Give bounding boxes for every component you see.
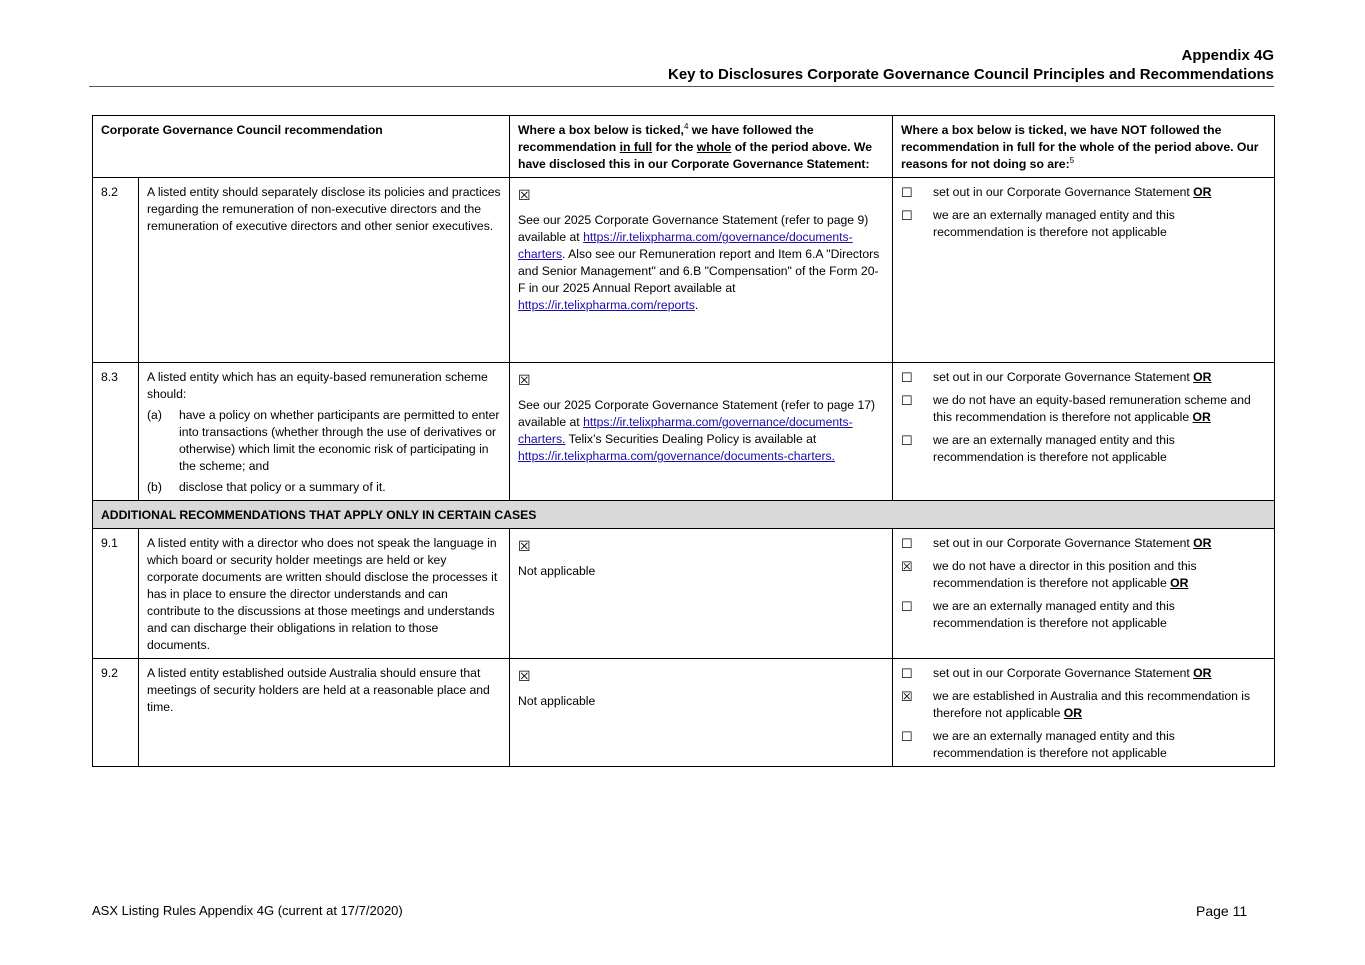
col-header-not-followed: Where a box below is ticked, we have NOT followed the recommendation in full for the whole of the period above. Our reasons for not doing so are:$^5$ bbox=[893, 116, 1275, 178]
section-title: ADDITIONAL RECOMMENDATIONS THAT APPLY ONLY IN CERTAIN CASES bbox=[93, 501, 1275, 529]
ticked-checkbox-icon[interactable]: ☒ bbox=[518, 668, 531, 685]
document-title: Key to Disclosures Corporate Governance Council Principles and Recommendations bbox=[668, 66, 1274, 83]
rec-number: 9.1 bbox=[93, 529, 139, 659]
ticked-checkbox-icon[interactable]: ☒ bbox=[518, 538, 531, 555]
followed-cell: ☒ Not applicable bbox=[510, 659, 893, 767]
option-item: ☐ set out in our Corporate Governance Statement OR bbox=[901, 536, 1212, 552]
checkbox-icon[interactable]: ☐ bbox=[901, 599, 913, 615]
checkbox-icon[interactable]: ☐ bbox=[901, 536, 913, 552]
checkbox-icon[interactable]: ☐ bbox=[901, 666, 913, 682]
rec-text-cell bbox=[139, 363, 510, 501]
checkbox-icon[interactable]: ☐ bbox=[901, 729, 913, 745]
governance-table bbox=[92, 115, 1275, 767]
ticked-checkbox-icon[interactable]: ☒ bbox=[518, 372, 531, 389]
checkbox-icon[interactable]: ☐ bbox=[901, 433, 913, 449]
rec-text: A listed entity should separately disclose its policies and practices regarding the remuneration of non-executive directors and the remuneration of executive directors and other senior executives. bbox=[139, 178, 510, 363]
appendix-title: Appendix 4G bbox=[1181, 47, 1274, 64]
governance-link[interactable]: https://ir.telixpharma.com/governance/documents-charters. bbox=[518, 415, 853, 447]
option-item: ☐ set out in our Corporate Governance Statement OR bbox=[901, 666, 1212, 682]
page-header bbox=[89, 46, 1274, 87]
option-item: ☒ we are established in Australia and this recommendation is therefore not applicable OR bbox=[901, 689, 1251, 721]
followed-cell: ☒ See our 2025 Corporate Governance Statement (refer to page 9) available at https://ir.telixpharma.com/governance/documents-charters. Also see our Remuneration report and Item 6.A "Directors and Senior Management" and 6.B "Compensation" of the Form 20-F in our 2025 Annual Report available at https://ir.telixpharma.com/reports. bbox=[510, 178, 893, 363]
option-item: ☐ we are an externally managed entity and this recommendation is therefore not applicable bbox=[901, 599, 1175, 631]
not-followed-cell bbox=[893, 363, 1275, 501]
checkbox-icon[interactable]: ☐ bbox=[901, 370, 913, 386]
checkbox-icon[interactable]: ☒ bbox=[901, 559, 913, 575]
option-item: ☐ we are an externally managed entity and this recommendation is therefore not applicable bbox=[901, 729, 1175, 761]
option-item: ☐ we are an externally managed entity and this recommendation is therefore not applicable bbox=[901, 208, 1175, 240]
rec-text: A listed entity which has an equity-based remuneration scheme should: bbox=[147, 370, 488, 402]
governance-link-2[interactable]: https://ir.telixpharma.com/governance/documents-charters. bbox=[518, 449, 836, 464]
table-row bbox=[93, 178, 1275, 363]
table-row bbox=[93, 529, 1275, 659]
not-followed-cell bbox=[893, 659, 1275, 767]
table-row bbox=[93, 363, 1275, 501]
option-item: ☐ we do not have an equity-based remuneration scheme and this recommendation is therefore not applicable OR bbox=[901, 393, 1251, 425]
sub-item: (b) disclose that policy or a summary of it. bbox=[147, 480, 386, 495]
col-header-recommendation: Corporate Governance Council recommendation bbox=[93, 116, 510, 178]
rec-number: 8.2 bbox=[93, 178, 139, 363]
footer-source: ASX Listing Rules Appendix 4G (current at 17/7/2020) bbox=[92, 903, 403, 918]
table-header-row bbox=[93, 116, 1275, 178]
checkbox-icon[interactable]: ☐ bbox=[901, 185, 913, 201]
ticked-checkbox-icon[interactable]: ☒ bbox=[518, 187, 531, 204]
col-header-followed: Where a box below is ticked,$^4$ we have followed the recommendation in full for the whole of the period above. We have disclosed this in our Corporate Governance Statement: bbox=[510, 116, 893, 178]
followed-cell: ☒ See our 2025 Corporate Governance Statement (refer to page 17) available at https://ir.telixpharma.com/governance/documents-charters. Telix’s Securities Dealing Policy is available at https://ir.telixpharma.com/governance/documents-charters. bbox=[510, 363, 893, 501]
page-number: Page 11 bbox=[1196, 903, 1248, 919]
checkbox-icon[interactable]: ☐ bbox=[901, 393, 913, 409]
rec-text: A listed entity established outside Australia should ensure that meetings of security holders are held at a reasonable place and time. bbox=[139, 659, 510, 767]
option-item: ☐ set out in our Corporate Governance Statement OR bbox=[901, 370, 1212, 386]
table-row bbox=[93, 659, 1275, 767]
option-item: ☐ set out in our Corporate Governance Statement OR bbox=[901, 185, 1212, 201]
rec-number: 8.3 bbox=[93, 363, 139, 501]
rec-text: A listed entity with a director who does not speak the language in which board or security holder meetings are held or key corporate documents are written should disclose the processes it has in place to ensure the director understands and can contribute to the discussions at those meetings and understands and can discharge their obligations in relation to those documents. bbox=[139, 529, 510, 659]
sub-item: (a) have a policy on whether participants are permitted to enter into transactions (whether through the use of derivatives or otherwise) which limit the economic risk of participating in the scheme; and bbox=[147, 408, 500, 474]
reports-link[interactable]: https://ir.telixpharma.com/reports bbox=[518, 298, 695, 313]
checkbox-icon[interactable]: ☒ bbox=[901, 689, 913, 705]
rec-number: 9.2 bbox=[93, 659, 139, 767]
followed-cell: ☒ Not applicable bbox=[510, 529, 893, 659]
not-followed-cell bbox=[893, 529, 1275, 659]
not-followed-cell bbox=[893, 178, 1275, 363]
option-item: ☐ we are an externally managed entity and this recommendation is therefore not applicable bbox=[901, 433, 1175, 465]
option-item: ☒ we do not have a director in this position and this recommendation is therefore not applicable OR bbox=[901, 559, 1197, 591]
governance-link[interactable]: https://ir.telixpharma.com/governance/documents-charters bbox=[518, 230, 853, 262]
section-header-row bbox=[93, 501, 1275, 529]
checkbox-icon[interactable]: ☐ bbox=[901, 208, 913, 224]
